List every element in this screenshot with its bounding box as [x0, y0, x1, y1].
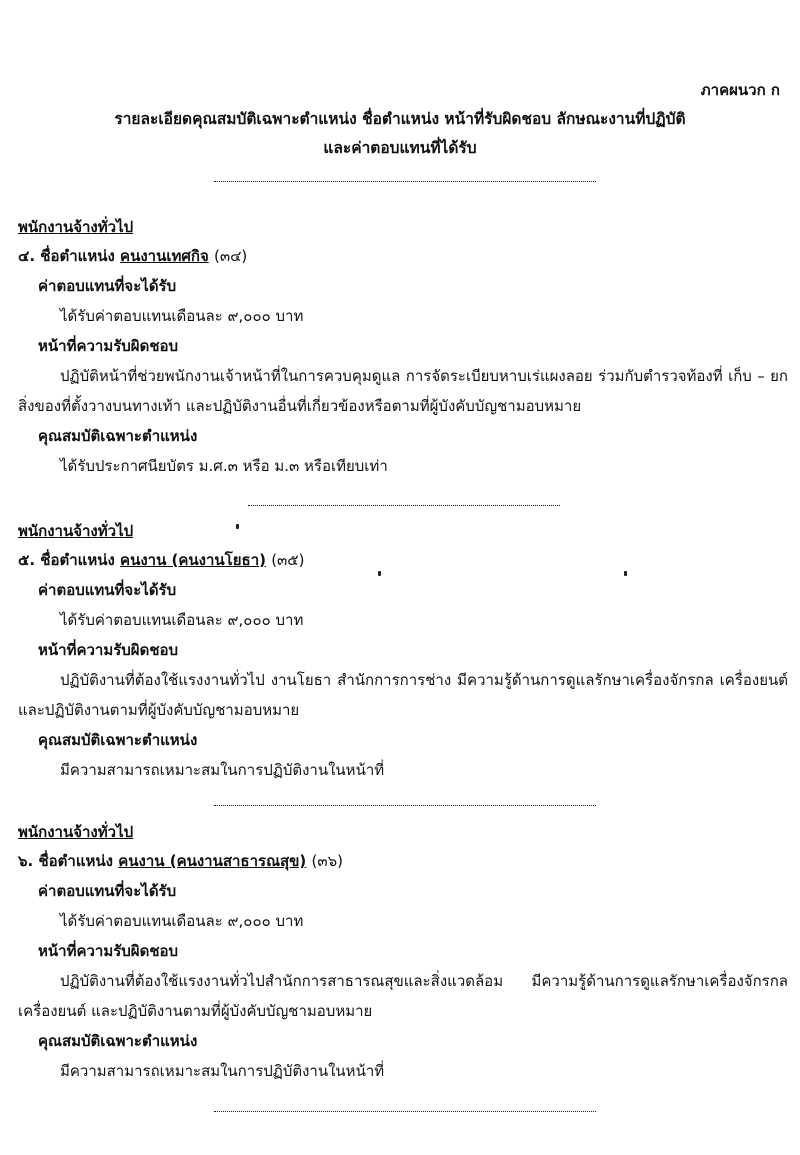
qualification-label: คุณสมบัติเฉพาะตำแหน่ง	[38, 731, 198, 749]
position-name: คนงาน (คนงานสาธารณสุข)	[118, 852, 307, 870]
position-prefix: ชื่อตำแหน่ง	[40, 247, 115, 265]
document-title-line-2: และค่าตอบแทนที่ได้รับ	[323, 139, 477, 157]
position-number: ๖.	[18, 852, 34, 870]
section-divider	[248, 505, 560, 506]
duty-text: ปฏิบัติงานที่ต้องใช้แรงงานทั่วไป งานโยธา สำนักการการช่าง มีความรู้ด้านการดูแลรักษาเครื่องจักรกล เครื่องยนต์ และปฏิบัติงานตามที่ผู้บังคับบัญชามอบหมาย	[18, 671, 788, 719]
position-section-5	[18, 517, 788, 785]
scan-speck	[624, 571, 627, 576]
position-title	[18, 241, 788, 271]
scan-speck	[378, 571, 381, 576]
qualification-text: มีความสามารถเหมาะสมในการปฏิบัติงานในหน้าที่	[60, 761, 385, 779]
position-title	[18, 545, 788, 575]
compensation-label: ค่าตอบแทนที่จะได้รับ	[38, 277, 177, 295]
bottom-divider	[214, 1111, 596, 1112]
compensation-label: ค่าตอบแทนที่จะได้รับ	[38, 581, 177, 599]
scan-speck	[236, 524, 239, 529]
compensation-text: ได้รับค่าตอบแทนเดือนละ ๙,๐๐๐ บาท	[60, 307, 304, 325]
position-number: ๕.	[18, 551, 36, 569]
annex-label: ภาคผนวก ก	[700, 81, 780, 99]
position-code: (๓๖)	[311, 852, 343, 870]
position-prefix: ชื่อตำแหน่ง	[38, 852, 113, 870]
qualification-text: มีความสามารถเหมาะสมในการปฏิบัติงานในหน้าที่	[60, 1062, 385, 1080]
position-prefix: ชื่อตำแหน่ง	[40, 551, 115, 569]
section-divider	[214, 805, 596, 806]
duty-text: ปฏิบัติหน้าที่ช่วยพนักงานเจ้าหน้าที่ในการควบคุมดูแล การจัดระเบียบหาบเร่แผงลอย ร่วมกับตำรวจท้องที่ เก็บ – ยก สิ่งของที่ตั้งวางบนทางเท้า และปฏิบัติงานอื่นที่เกี่ยวข้องหรือตามที่ผู้บังคับบัญชามอบหมาย	[18, 367, 788, 415]
section-heading: พนักงานจ้างทั่วไป	[18, 218, 134, 236]
position-number: ๔.	[18, 247, 36, 265]
compensation-label: ค่าตอบแทนที่จะได้รับ	[38, 882, 177, 900]
position-name: คนงานเทศกิจ	[120, 247, 209, 265]
position-title	[18, 846, 788, 876]
section-heading: พนักงานจ้างทั่วไป	[18, 522, 134, 540]
duty-label: หน้าที่ความรับผิดชอบ	[38, 641, 179, 659]
position-section-4	[18, 213, 788, 481]
duty-text: ปฏิบัติงานที่ต้องใช้แรงงานทั่วไปสำนักการสาธารณสุขและสิ่งแวดล้อม มีความรู้ด้านการดูแลรักษาเครื่องจักรกล เครื่องยนต์ และปฏิบัติงานตามที่ผู้บังคับบัญชามอบหมาย	[18, 972, 788, 1020]
position-section-6	[18, 818, 788, 1086]
document-title-line-1: รายละเอียดคุณสมบัติเฉพาะตำแหน่ง ชื่อตำแหน่ง หน้าที่รับผิดชอบ ลักษณะงานที่ปฏิบัติ	[114, 110, 686, 128]
compensation-text: ได้รับค่าตอบแทนเดือนละ ๙,๐๐๐ บาท	[60, 611, 304, 629]
position-code: (๓๔)	[213, 247, 248, 265]
position-code: (๓๕)	[271, 551, 305, 569]
duty-label: หน้าที่ความรับผิดชอบ	[38, 942, 179, 960]
position-name: คนงาน (คนงานโยธา)	[120, 551, 266, 569]
title-divider	[214, 181, 596, 182]
duty-label: หน้าที่ความรับผิดชอบ	[38, 337, 179, 355]
qualification-text: ได้รับประกาศนียบัตร ม.ศ.๓ หรือ ม.๓ หรือเทียบเท่า	[60, 457, 388, 475]
qualification-label: คุณสมบัติเฉพาะตำแหน่ง	[38, 427, 198, 445]
compensation-text: ได้รับค่าตอบแทนเดือนละ ๙,๐๐๐ บาท	[60, 912, 304, 930]
section-heading: พนักงานจ้างทั่วไป	[18, 823, 134, 841]
qualification-label: คุณสมบัติเฉพาะตำแหน่ง	[38, 1032, 198, 1050]
